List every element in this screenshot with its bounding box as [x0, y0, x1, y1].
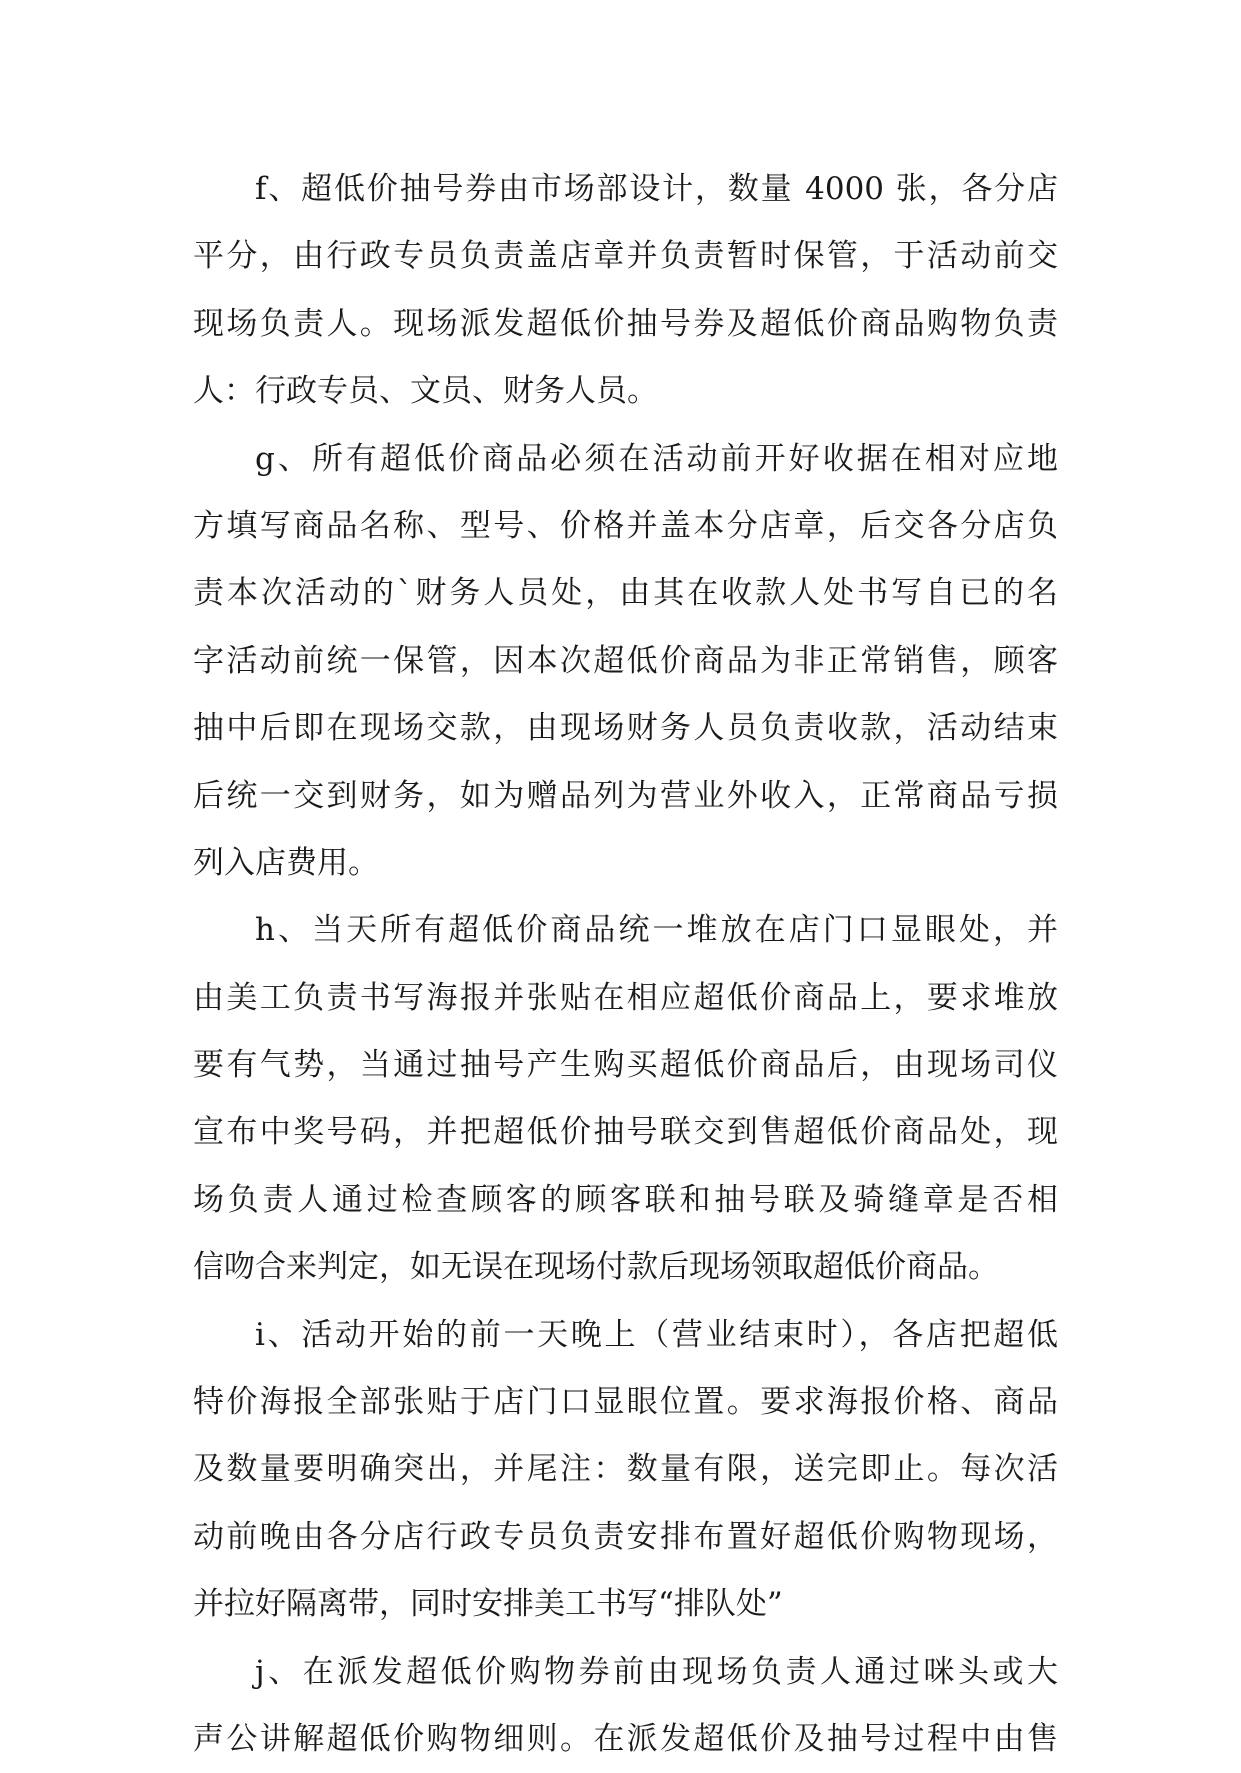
- text-line: 信吻合来判定，如无误在现场付款后现场领取超低价商品。: [193, 1249, 999, 1286]
- text-line: 由美工负责书写海报并张贴在相应超低价商品上，要求堆放: [193, 979, 1058, 1016]
- paragraph-h: [193, 897, 1058, 1301]
- text-line: h、当天所有超低价商品统一堆放在店门口显眼处，并: [255, 912, 1058, 949]
- text-line: 并拉好隔离带，同时安排美工书写“排队处”: [193, 1586, 783, 1623]
- paragraph-i: [193, 1302, 1058, 1639]
- text-line: 要有气势，当通过抽号产生购买超低价商品后，由现场司仪: [193, 1047, 1058, 1084]
- text-line: f、超低价抽号券由市场部设计，数量 4000 张，各分店: [255, 171, 1058, 207]
- text-line: j、在派发超低价购物券前由现场负责人通过咪头或大: [255, 1653, 1058, 1690]
- text-line: 字活动前统一保管，因本次超低价商品为非正常销售，顾客: [193, 642, 1058, 679]
- text-line: 人：行政专员、文员、财务人员。: [193, 373, 658, 410]
- text-line: 特价海报全部张贴于店门口显眼位置。要求海报价格、商品: [193, 1384, 1058, 1421]
- paragraph-f: [193, 156, 1058, 426]
- text-line: i、活动开始的前一天晚上（营业结束时），各店把超低: [255, 1316, 1058, 1353]
- paragraph-j: [193, 1639, 1058, 1773]
- text-line: 方填写商品名称、型号、价格并盖本分店章，后交各分店负: [193, 507, 1058, 544]
- text-line: 宣布中奖号码，并把超低价抽号联交到售超低价商品处，现: [193, 1114, 1058, 1151]
- text-line: 现场负责人。现场派发超低价抽号券及超低价商品购物负责: [193, 305, 1058, 342]
- document-body: [193, 156, 1058, 1773]
- text-line: 责本次活动的`财务人员处，由其在收款人处书写自已的名: [193, 575, 1058, 612]
- text-line: 动前晚由各分店行政专员负责安排布置好超低价购物现场，: [193, 1518, 1058, 1555]
- text-line: 抽中后即在现场交款，由现场财务人员负责收款，活动结束: [193, 710, 1058, 747]
- text-line: 声公讲解超低价购物细则。在派发超低价及抽号过程中由售: [193, 1720, 1058, 1757]
- text-line: 及数量要明确突出，并尾注：数量有限，送完即止。每次活: [193, 1451, 1058, 1488]
- text-line: 平分，由行政专员负责盖店章并负责暂时保管，于活动前交: [193, 238, 1058, 275]
- text-line: 后统一交到财务，如为赠品列为营业外收入，正常商品亏损: [193, 777, 1058, 814]
- paragraph-g: [193, 426, 1058, 898]
- text-line: 场负责人通过检查顾客的顾客联和抽号联及骑缝章是否相: [193, 1181, 1058, 1218]
- text-line: g、所有超低价商品必须在活动前开好收据在相对应地: [255, 440, 1058, 477]
- text-line: 列入店费用。: [193, 844, 379, 881]
